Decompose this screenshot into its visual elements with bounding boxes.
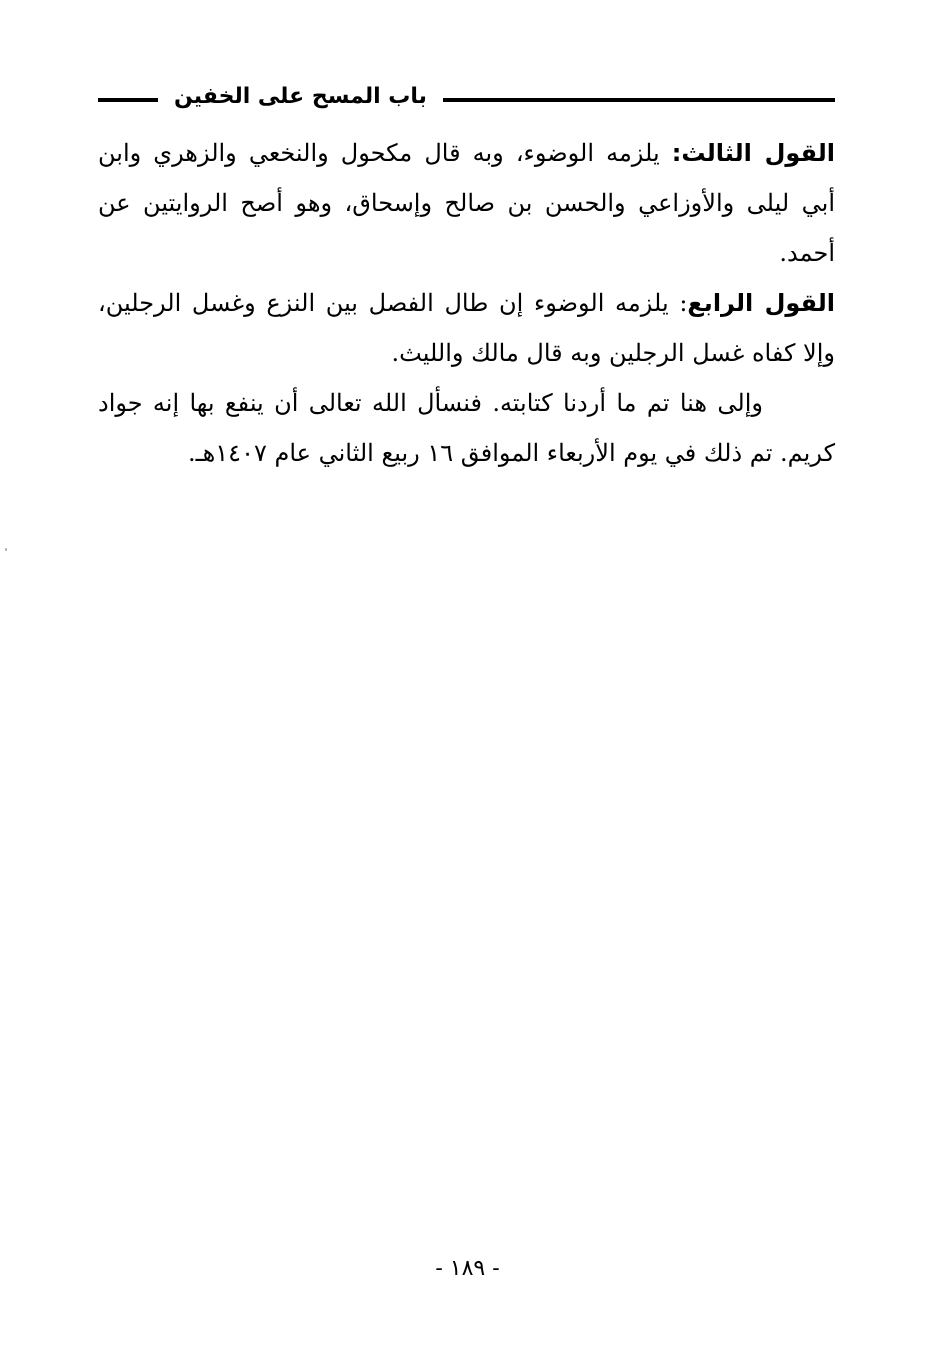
body-text <box>98 128 835 478</box>
paragraph-third-opinion <box>98 128 835 278</box>
running-header <box>98 78 835 114</box>
paragraph-fourth-opinion <box>98 278 835 378</box>
header-rule-long <box>443 98 835 102</box>
chapter-title: باب المسح على الخفين <box>174 83 427 109</box>
paragraph-lead: القول الثالث: <box>671 139 835 167</box>
paragraph-text: يلزمه الوضوء، وبه قال مكحول والنخعي والزهري وابن أبي ليلى والأوزاعي والحسن بن صالح وإسحاق، وهو أصح الروايتين عن أحمد. <box>98 139 835 267</box>
paragraph-lead: القول الرابع <box>687 289 835 317</box>
paragraph-text: : يلزمه الوضوء إن طال الفصل بين النزع وغسل الرجلين، وإلا كفاه غسل الرجلين وبه قال مالك والليث. <box>98 289 835 367</box>
paragraph-closing <box>98 378 835 478</box>
scan-artifact <box>5 548 7 551</box>
page-number: - ١٨٩ - <box>435 1256 500 1281</box>
paragraph-text: وإلى هنا تم ما أردنا كتابته. فنسأل الله تعالى أن ينفع بها إنه جواد كريم. تم ذلك في يوم الأربعاء الموافق ١٦ ربيع الثاني عام ١٤٠٧هـ. <box>98 389 835 467</box>
header-rule-short <box>98 98 158 102</box>
